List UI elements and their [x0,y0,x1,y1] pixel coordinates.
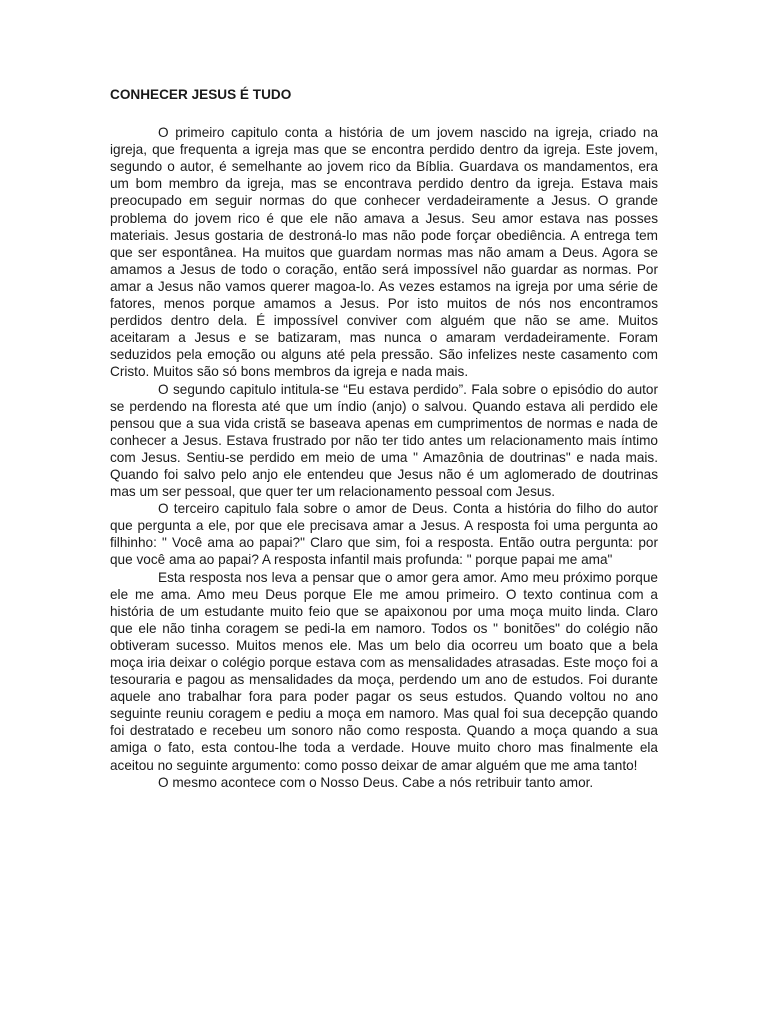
paragraph-5: O mesmo acontece com o Nosso Deus. Cabe a nós retribuir tanto amor. [158,774,594,790]
document-title: CONHECER JESUS É TUDO [110,87,292,102]
paragraph-4: Esta resposta nos leva a pensar que o amor gera amor. Amo meu próximo porque ele me ama. Amo meu Deus porque Ele me amou primeiro. O texto continua com a história de um estudante muito feio que se apaixonou por uma moça muito linda. Claro que ele não tinha coragem se pedi-la em namoro. Todos os " bonitões" do colégio não obtiveram sucesso. Muitos menos ele. Mas um belo dia ocorreu um boato que a bela moça iria deixar o colégio porque estava com as mensalidades atrasadas. Este moço foi a tesouraria e pagou as mensalidades da moça, perdendo um ano de estudos. Foi durante aquele ano trabalhar fora para poder pagar os seus estudos. Quando voltou no ano seguinte reuniu coragem e pediu a moça em namoro. Mas qual foi sua decepção quando foi destratado e recebeu um sonoro não como resposta. Quando a moça quando a sua amiga o fato, esta contou-lhe toda a verdade. Houve muito choro mas finalmente ela aceitou no seguinte argumento: como posso deixar de amar alguém que me ama tanto! [110,569,658,773]
document-body [110,86,658,791]
paragraph-1: O primeiro capitulo conta a história de um jovem nascido na igreja, criado na igreja, que frequenta a igreja mas que se encontra perdido dentro da igreja. Este jovem, segundo o autor, é semelhante ao jovem rico da Bíblia. Guardava os mandamentos, era um bom membro da igreja, mas se encontrava perdido dentro da igreja. Estava mais preocupado em seguir normas do que conhecer verdadeiramente a Jesus. O grande problema do jovem rico é que ele não amava a Jesus. Seu amor estava nas posses materiais. Jesus gostaria de destroná-lo mas não pode forçar obediência. A entrega tem que ser espontânea. Ha muitos que guardam normas mas não amam a Deus. Agora se amamos a Jesus de todo o coração, então será impossível não guardar as normas. Por amar a Jesus não vamos querer magoa-lo. As vezes estamos na igreja por uma série de fatores, menos porque amamos a Jesus. Por isto muitos de nós nos encontramos perdidos dentro dela. É impossível conviver com alguém que não se ame. Muitos aceitaram a Jesus e se batizaram, mas nunca o amaram verdadeiramente. Foram seduzidos pela emoção ou alguns até pela pressão. São infelizes neste casamento com Cristo. Muitos são só bons membros da igreja e nada mais. [110,125,658,380]
paragraph-3: O terceiro capitulo fala sobre o amor de Deus. Conta a história do filho do autor que pergunta a ele, por que ele precisava amar a Jesus. A resposta foi uma pergunta ao filhinho: " Você ama ao papai?" Claro que sim, foi a resposta. Então outra pergunta: por que você ama ao papai? A resposta infantil mais profunda: " porque papai me ama" [110,501,658,568]
paragraph-2: O segundo capitulo intitula-se “Eu estava perdido”. Fala sobre o episódio do autor se perdendo na floresta até que um índio (anjo) o salvou. Quando estava ali perdido ele pensou que a sua vida cristã se baseava apenas em cumprimentos de normas e nada de conhecer a Jesus. Estava frustrado por não ter tido antes um relacionamento mais íntimo com Jesus. Sentiu-se perdido em meio de uma " Amazônia de doutrinas" e nada mais. Quando foi salvo pelo anjo ele entendeu que Jesus não é um aglomerado de doutrinas mas um ser pessoal, que quer ter um relacionamento pessoal com Jesus. [110,381,658,500]
